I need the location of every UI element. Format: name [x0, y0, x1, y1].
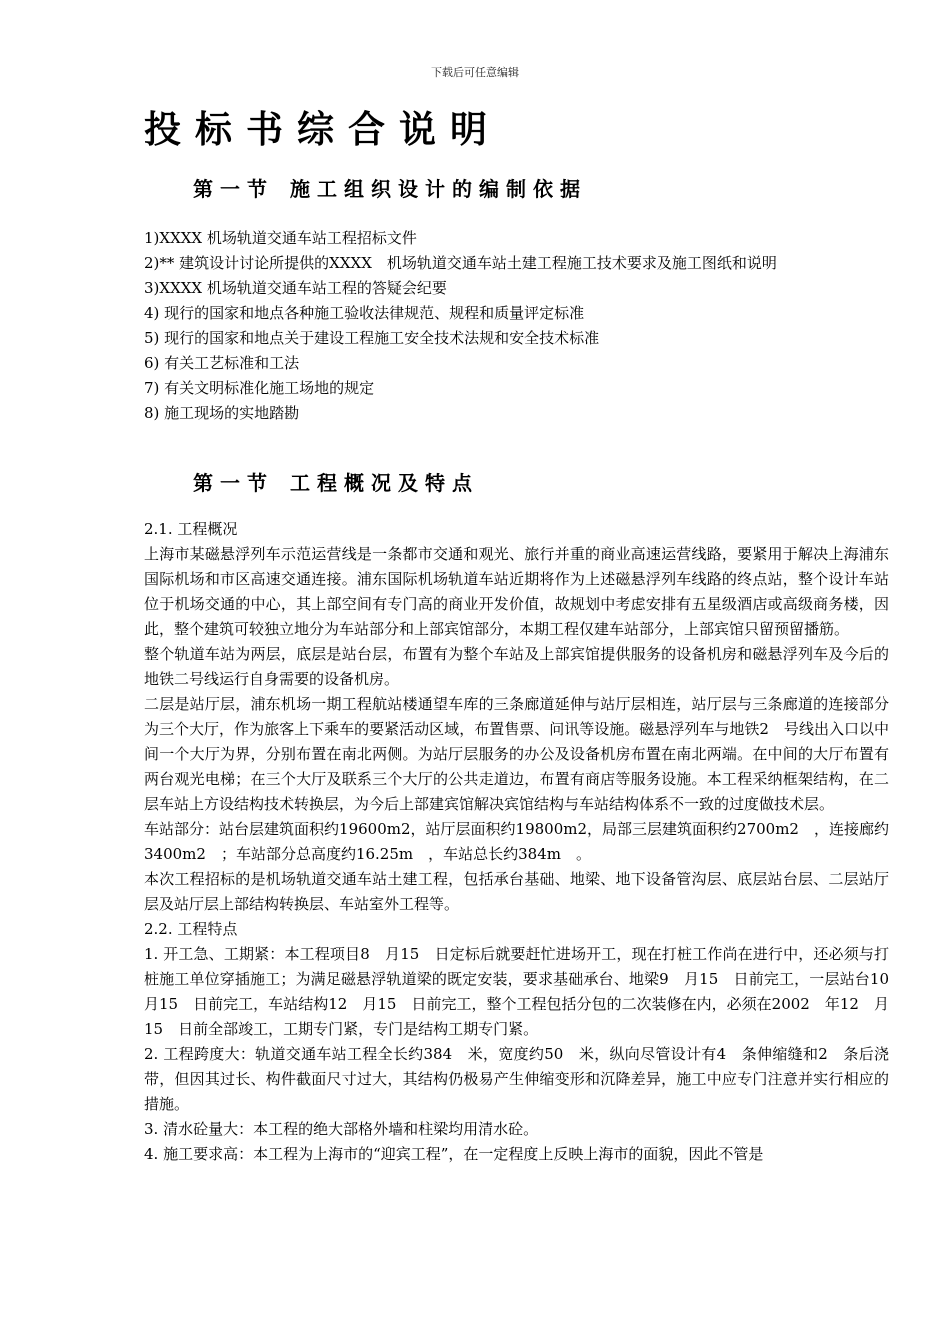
paragraph: 2. 工程跨度大：轨道交通车站工程全长约384 米，宽度约50 米，纵向尽管设计有4 条伸缩缝和2 条后浇带，但因其过长、构件截面尺寸过大，其结构仍极易产生伸缩变形和沉降差异，施工中应专门注意并实行相应的措施。: [144, 1045, 889, 1113]
list-item: 4) 现行的国家和地点各种施工验收法律规范、规程和质量评定标准: [144, 304, 585, 322]
section-number-label: 第一节: [193, 177, 274, 201]
paragraph: 上海市某磁悬浮列车示范运营线是一条都市交通和观光、旅行并重的商业高速运营线路，要紧用于解决上海浦东国际机场和市区高速交通连接。浦东国际机场轨道车站近期将作为上述磁悬浮列车线路的终点站，整个设计车站位于机场交通的中心，其上部空间有专门高的商业开发价值，故规划中考虑安排有五星级酒店或高级商务楼，因此，整个建筑可较独立地分为车站部分和上部宾馆部分，本期工程仅建车站部分，上部宾馆只留预留播筋。: [144, 545, 889, 638]
list-item: 2)** 建筑设计讨论所提供的XXXX 机场轨道交通车站土建工程施工技术要求及施工图纸和说明: [144, 254, 777, 272]
list-item: 6) 有关工艺标准和工法: [144, 354, 300, 372]
section-number-label: 第一节: [193, 471, 274, 495]
paragraph: 车站部分：站台层建筑面积约19600m2，站厅层面积约19800m2，局部三层建筑面积约2700m2 ，连接廊约3400m2 ；车站部分总高度约16.25m ，车站总长约384m 。: [144, 820, 889, 863]
paragraph: 整个轨道车站为两层，底层是站台层，布置有为整个车站及上部宾馆提供服务的设备机房和磁悬浮列车及今后的地铁二号线运行自身需要的设备机房。: [144, 645, 889, 688]
subsection-heading: 2.1. 工程概况: [144, 520, 238, 538]
basis-list: [144, 226, 777, 426]
list-item: 8) 施工现场的实地踏勘: [144, 404, 300, 422]
paragraph: 3. 清水砼量大：本工程的绝大部格外墙和柱梁均用清水砼。: [144, 1120, 539, 1138]
document-title: 投标书综合说明: [144, 108, 501, 151]
paragraph: 4. 施工要求高：本工程为上海市的“迎宾工程”，在一定程度上反映上海市的面貌，因此不管是: [144, 1145, 764, 1163]
list-item: 3)XXXX 机场轨道交通车站工程的答疑会纪要: [144, 279, 447, 297]
section-heading-overview: [193, 469, 479, 497]
section-heading-basis: [193, 175, 587, 203]
paragraph: 1. 开工急、工期紧：本工程项目8 月15 日定标后就要赶忙进场开工，现在打桩工作尚在进行中，还必须与打桩施工单位穿插施工；为满足磁悬浮轨道梁的既定安装，要求基础承台、地梁9 月15 日前完工，一层站台10 月15 日前完工，车站结构12 月15 日前完工，整个工程包括分包的二次装修在内，必须在2002 年12 月15 日前全部竣工，工期专门紧，专门是结构工期专门紧。: [144, 945, 905, 1038]
list-item: 7) 有关文明标准化施工场地的规定: [144, 379, 375, 397]
list-item: 5) 现行的国家和地点关于建设工程施工安全技术法规和安全技术标准: [144, 329, 600, 347]
paragraph: 二层是站厅层，浦东机场一期工程航站楼通望车库的三条廊道延伸与站厅层相连，站厅层与三条廊道的连接部分为三个大厅，作为旅客上下乘车的要紧活动区域，布置售票、问讯等设施。磁悬浮列车与地铁2 号线出入口以中间一个大厅为界，分别布置在南北两侧。为站厅层服务的办公及设备机房布置在南北两端。在中间的大厅布置有两台观光电梯；在三个大厅及联系三个大厅的公共走道边，布置有商店等服务设施。本工程采纳框架结构，在二层车站上方设结构技术转换层，为今后上部建宾馆解决宾馆结构与车站结构体系不一致的过度做技术层。: [144, 695, 889, 813]
section-heading-text: 施工组织设计的编制依据: [290, 177, 587, 201]
header-note: 下载后可任意编辑: [431, 66, 519, 79]
overview-body: [144, 517, 905, 1167]
paragraph: 本次工程招标的是机场轨道交通车站土建工程，包括承台基础、地梁、地下设备管沟层、底层站台层、二层站厅层及站厅层上部结构转换层、车站室外工程等。: [144, 870, 889, 913]
section-heading-text: 工程概况及特点: [290, 471, 479, 495]
subsection-heading: 2.2. 工程特点: [144, 920, 238, 938]
list-item: 1)XXXX 机场轨道交通车站工程招标文件: [144, 229, 417, 247]
